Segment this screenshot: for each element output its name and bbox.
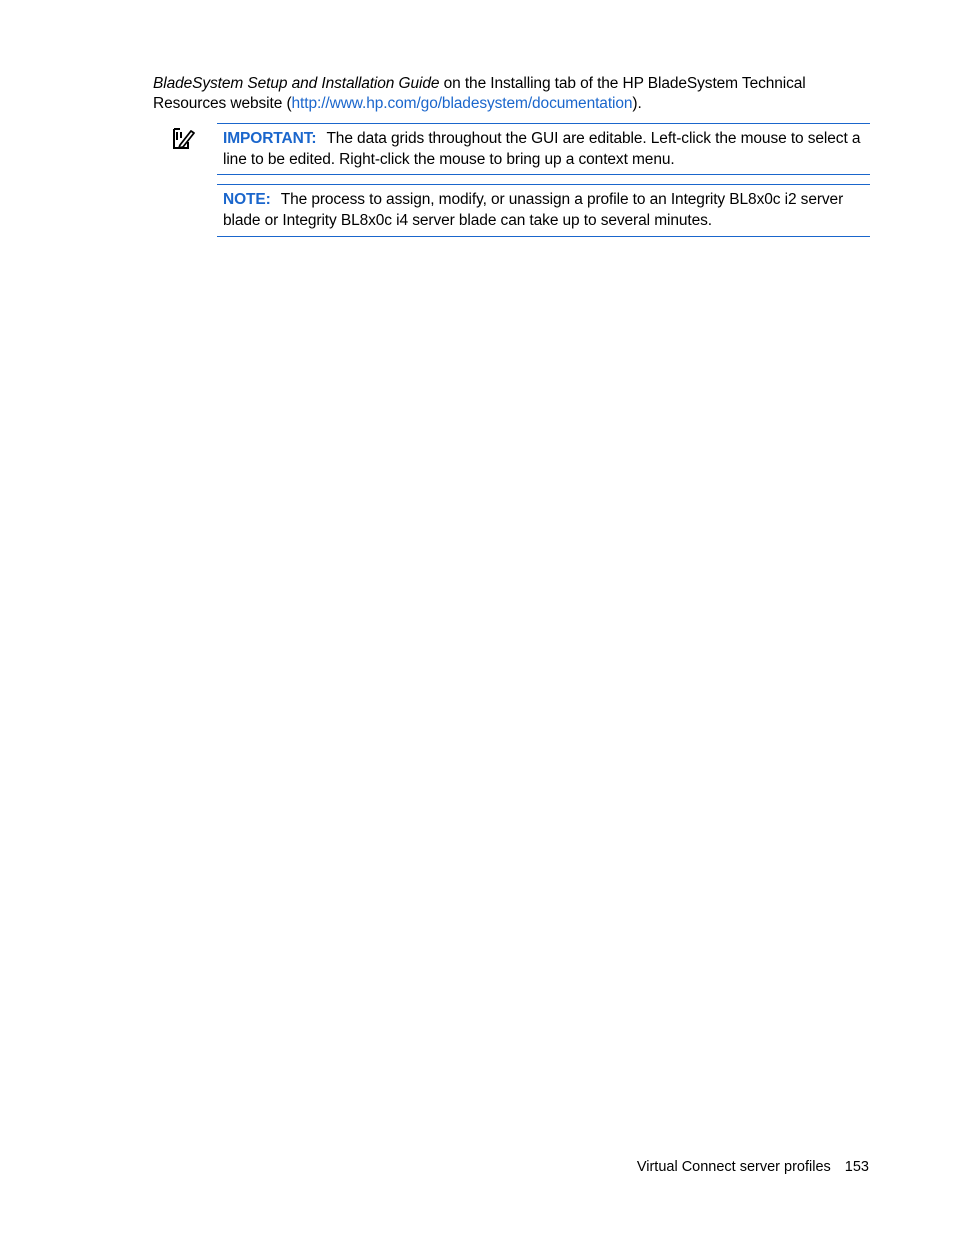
note-notice — [217, 184, 870, 237]
important-text: The data grids throughout the GUI are editable. Left-click the mouse to select a line to be edited. Right-click the mouse to bring up a context menu. — [223, 130, 861, 168]
page-footer — [637, 1158, 869, 1176]
documentation-link[interactable]: http://www.hp.com/go/bladesystem/documentation — [291, 95, 633, 112]
footer-section-title: Virtual Connect server profiles — [636, 1159, 831, 1175]
important-notice — [217, 123, 870, 175]
intro-text-end: ). — [632, 95, 642, 112]
note-label: NOTE: — [223, 191, 271, 208]
note-text: The process to assign, modify, or unassign a profile to an Integrity BL8x0c i2 server blade or Integrity BL8x0c i4 server blade can take up to several minutes. — [223, 191, 844, 229]
page-number: 153 — [844, 1159, 869, 1175]
intro-text: on the Installing tab of the HP BladeSystem Technical Resources website ( — [153, 75, 806, 112]
important-label: IMPORTANT: — [223, 130, 317, 147]
guide-title: BladeSystem Setup and Installation Guide — [153, 75, 440, 92]
important-note-icon — [171, 127, 195, 151]
intro-paragraph — [153, 74, 873, 114]
